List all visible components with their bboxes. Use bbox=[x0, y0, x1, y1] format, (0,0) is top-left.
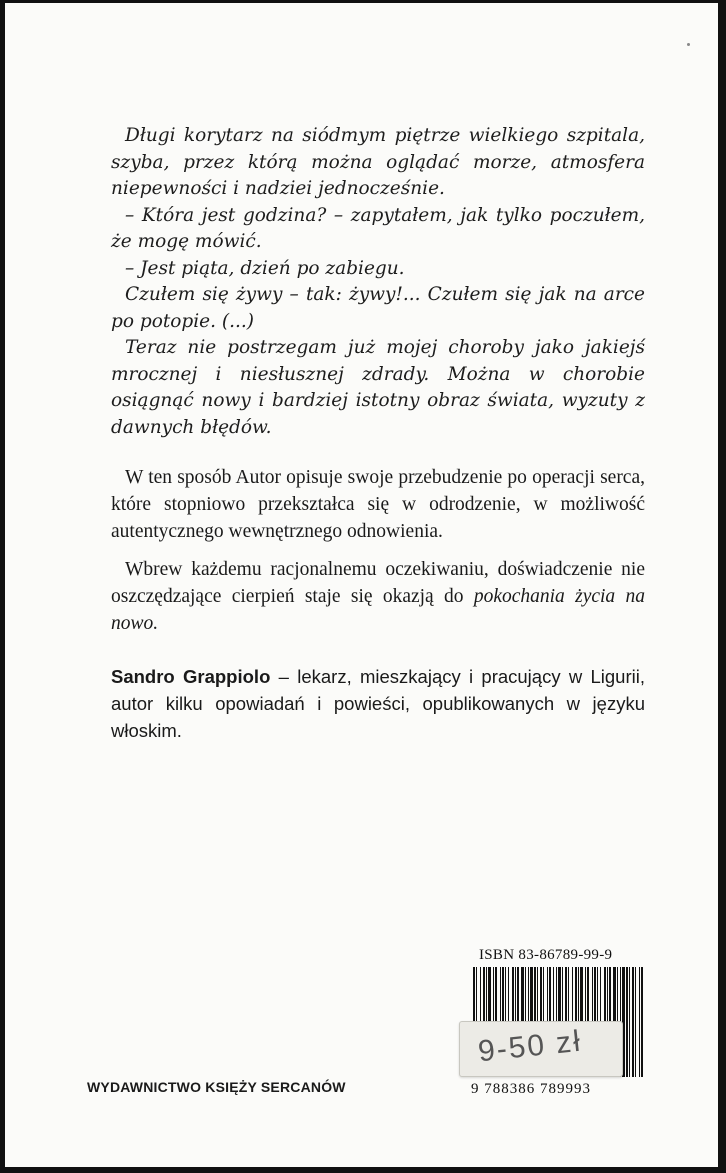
description-paragraph bbox=[111, 556, 645, 637]
blurb-paragraph: Długi korytarz na siódmym piętrze wielkiego szpitala, szyba, przez którą można oglądać morze, atmosfera niepewności i nadziei jednocześnie. bbox=[111, 125, 645, 199]
barcode-bar bbox=[639, 967, 640, 1077]
publisher-name: WYDAWNICTWO KSIĘŻY SERCANÓW bbox=[87, 1079, 346, 1095]
price-label: 9-50 zł bbox=[476, 1024, 584, 1069]
barcode-bar bbox=[632, 967, 634, 1077]
description-emphasis: pokochania życia na nowo. bbox=[111, 586, 645, 634]
book-description bbox=[111, 464, 645, 648]
description-text: Wbrew każdemu racjonalnemu oczekiwaniu, doświadczenie nie oszczędzające cierpień staje się okazją do bbox=[111, 559, 645, 607]
blurb-paragraph: Teraz nie postrzegam już mojej choroby jako jakiejś mrocznej i niesłusznej zdrady. Można w chorobie osiągnąć nowy i bardziej istotny obraz świata, wyzuty z dawnych błędów. bbox=[111, 337, 645, 438]
author-bio-text: – lekarz, mieszkający i pracujący w Ligurii, autor kilku opowiadań i powieści, opublikowanych w języku włoskim. bbox=[111, 666, 645, 741]
speck bbox=[687, 43, 690, 46]
barcode-bar bbox=[629, 967, 630, 1077]
description-paragraph: W ten sposób Autor opisuje swoje przebudzenie po operacji serca, które stopniowo przekształca się w odrodzenie, w możliwość autentycznego wewnętrznego odnowienia. bbox=[111, 467, 645, 542]
barcode-bar bbox=[641, 967, 643, 1077]
price-sticker bbox=[459, 1021, 623, 1077]
author-name: Sandro Grappiolo bbox=[111, 666, 271, 687]
barcode-digits: 9 788386 789993 bbox=[471, 1081, 591, 1097]
isbn-label: ISBN 83-86789-99-9 bbox=[479, 947, 613, 963]
back-cover bbox=[5, 3, 718, 1167]
barcode-bar bbox=[626, 967, 628, 1077]
barcode-bar bbox=[635, 967, 636, 1077]
blurb-paragraph: – Jest piąta, dzień po zabiegu. bbox=[125, 257, 405, 279]
blurb-paragraph: – Która jest godzina? – zapytałem, jak tylko poczułem, że mogę mówić. bbox=[111, 204, 645, 252]
excerpt-blurb bbox=[111, 123, 645, 441]
author-bio bbox=[111, 663, 645, 744]
isbn-barcode bbox=[471, 943, 647, 1103]
blurb-paragraph: Czułem się żywy – tak: żywy!... Czułem się jak na arce po potopie. (...) bbox=[111, 284, 645, 332]
